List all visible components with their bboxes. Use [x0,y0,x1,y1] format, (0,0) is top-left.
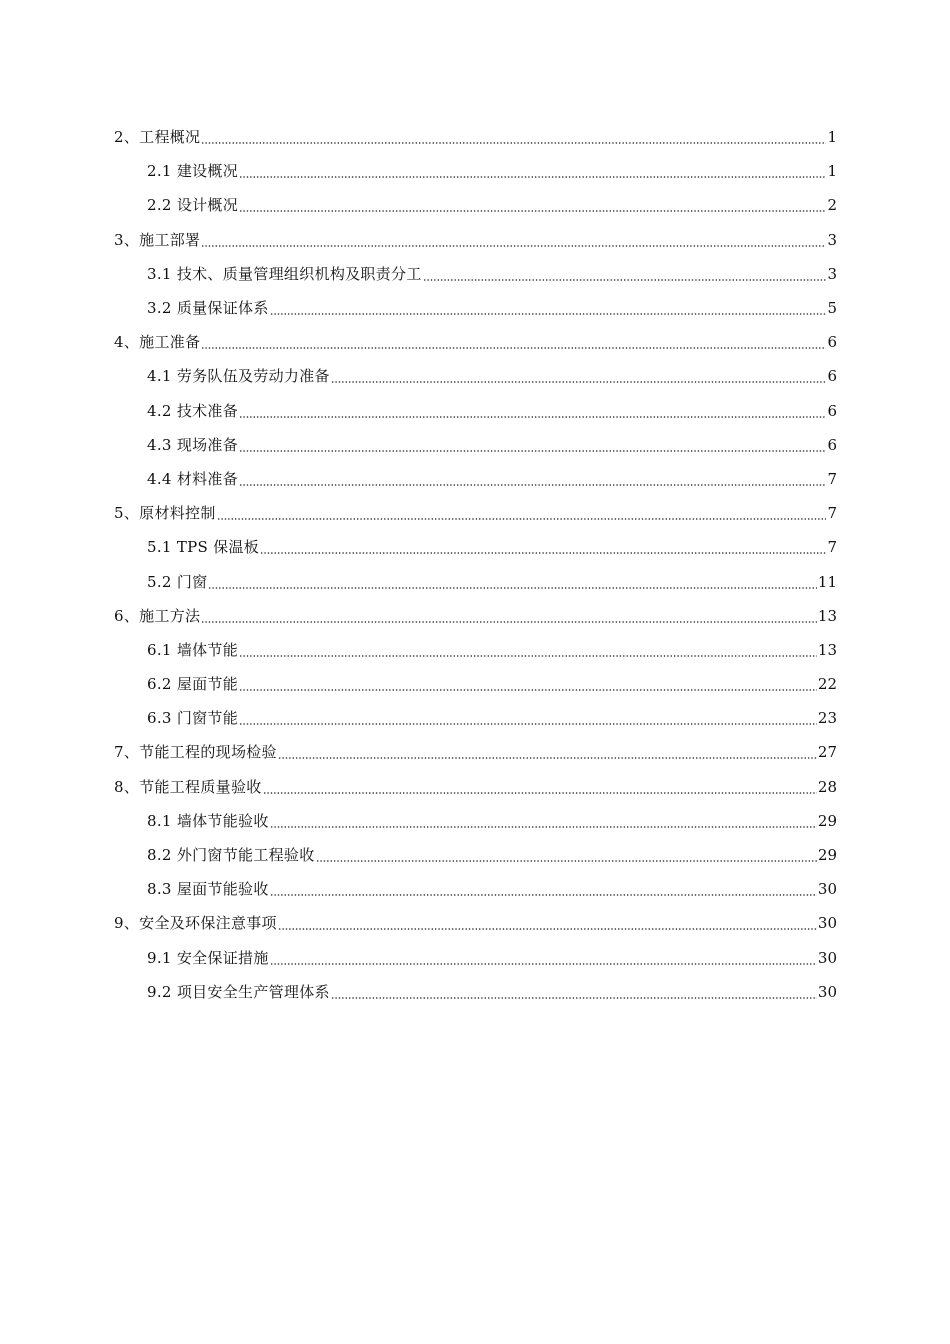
toc-page-number: 13 [817,640,837,659]
toc-page-number: 2 [827,196,837,215]
toc-subsection-entry[interactable] [0,564,950,598]
toc-dot-leader [263,792,817,794]
toc-subsection-entry[interactable] [0,941,950,975]
toc-dot-leader [201,142,826,144]
toc-page-number: 29 [817,846,837,865]
toc-section-entry[interactable] [0,770,950,804]
toc-entry-title: 4.4 材料准备 [147,469,239,488]
toc-entry-title: 6、施工方法 [114,606,201,625]
toc-entry-title: 3、施工部署 [114,230,201,249]
toc-entry-title: 7、节能工程的现场检验 [114,743,277,762]
toc-page-number: 11 [817,572,837,591]
toc-subsection-entry[interactable] [0,428,950,462]
toc-dot-leader [331,997,817,999]
toc-entry-title: 8.1 墙体节能验收 [147,811,269,830]
toc-section-entry[interactable] [0,735,950,769]
toc-subsection-entry[interactable] [0,667,950,701]
toc-page-number: 30 [817,982,837,1001]
toc-page-number: 28 [817,777,837,796]
toc-page-number: 6 [827,401,837,420]
toc-page-number: 30 [817,880,837,899]
toc-entry-title: 4、施工准备 [114,333,201,352]
toc-entry-title: 9.2 项目安全生产管理体系 [147,982,330,1001]
toc-entry-title: 4.3 现场准备 [147,435,239,454]
toc-subsection-entry[interactable] [0,462,950,496]
toc-page-number: 6 [827,367,837,386]
toc-section-entry[interactable] [0,223,950,257]
toc-subsection-entry[interactable] [0,359,950,393]
toc-entry-title: 2、工程概况 [114,128,201,147]
toc-subsection-entry[interactable] [0,291,950,325]
toc-subsection-entry[interactable] [0,188,950,222]
toc-subsection-entry[interactable] [0,701,950,735]
toc-section-entry[interactable] [0,496,950,530]
toc-entry-title: 4.1 劳务队伍及劳动力准备 [147,367,330,386]
toc-entry-title: 9、安全及环保注意事项 [114,914,277,933]
toc-page-number: 29 [817,811,837,830]
toc-page-number: 30 [817,914,837,933]
toc-section-entry[interactable] [0,325,950,359]
toc-entry-title: 5.2 门窗 [147,572,208,591]
toc-dot-leader [217,518,827,520]
toc-subsection-entry[interactable] [0,872,950,906]
toc-dot-leader [239,655,817,657]
toc-dot-leader [270,826,817,828]
toc-subsection-entry[interactable] [0,975,950,1009]
toc-subsection-entry[interactable] [0,804,950,838]
toc-dot-leader [260,552,826,554]
toc-section-entry[interactable] [0,120,950,154]
table-of-contents [0,120,950,1009]
toc-dot-leader [239,689,817,691]
toc-dot-leader [239,450,826,452]
toc-dot-leader [278,928,817,930]
toc-entry-title: 2.2 设计概况 [147,196,239,215]
toc-page-number: 1 [827,128,837,147]
toc-page-number: 6 [827,333,837,352]
toc-subsection-entry[interactable] [0,838,950,872]
toc-entry-title: 5、原材料控制 [114,504,216,523]
toc-subsection-entry[interactable] [0,154,950,188]
toc-subsection-entry[interactable] [0,633,950,667]
toc-page-number: 1 [827,162,837,181]
toc-section-entry[interactable] [0,906,950,940]
toc-page-number: 5 [827,299,837,318]
toc-dot-leader [270,894,817,896]
toc-subsection-entry[interactable] [0,394,950,428]
toc-dot-leader [316,860,817,862]
toc-dot-leader [239,210,826,212]
toc-entry-title: 6.1 墙体节能 [147,640,239,659]
toc-dot-leader [270,963,817,965]
toc-dot-leader [208,587,816,589]
toc-entry-title: 3.1 技术、质量管理组织机构及职责分工 [147,264,422,283]
toc-dot-leader [423,279,827,281]
toc-entry-title: 8.3 屋面节能验收 [147,880,269,899]
toc-entry-title: 3.2 质量保证体系 [147,299,269,318]
toc-page-number: 27 [817,743,837,762]
toc-page-number: 22 [817,675,837,694]
toc-subsection-entry[interactable] [0,257,950,291]
toc-dot-leader [239,723,817,725]
toc-page-number: 3 [827,230,837,249]
toc-dot-leader [201,347,826,349]
toc-page-number: 7 [827,504,837,523]
toc-dot-leader [239,176,826,178]
toc-entry-title: 2.1 建设概况 [147,162,239,181]
toc-entry-title: 6.2 屋面节能 [147,675,239,694]
toc-entry-title: 8、节能工程质量验收 [114,777,262,796]
toc-page-number: 6 [827,435,837,454]
toc-dot-leader [278,757,817,759]
toc-dot-leader [331,381,827,383]
toc-section-entry[interactable] [0,599,950,633]
toc-page-number: 7 [827,469,837,488]
toc-dot-leader [239,484,826,486]
toc-page-number: 7 [827,538,837,557]
toc-entry-title: 8.2 外门窗节能工程验收 [147,846,315,865]
toc-dot-leader [201,245,826,247]
toc-dot-leader [270,313,827,315]
toc-subsection-entry[interactable] [0,530,950,564]
toc-dot-leader [239,416,826,418]
toc-page-number: 13 [817,606,837,625]
toc-entry-title: 6.3 门窗节能 [147,709,239,728]
toc-entry-title: 5.1 TPS 保温板 [147,538,260,557]
toc-entry-title: 9.1 安全保证措施 [147,948,269,967]
toc-page-number: 3 [827,264,837,283]
toc-entry-title: 4.2 技术准备 [147,401,239,420]
toc-dot-leader [201,621,817,623]
toc-page-number: 30 [817,948,837,967]
toc-page-number: 23 [817,709,837,728]
